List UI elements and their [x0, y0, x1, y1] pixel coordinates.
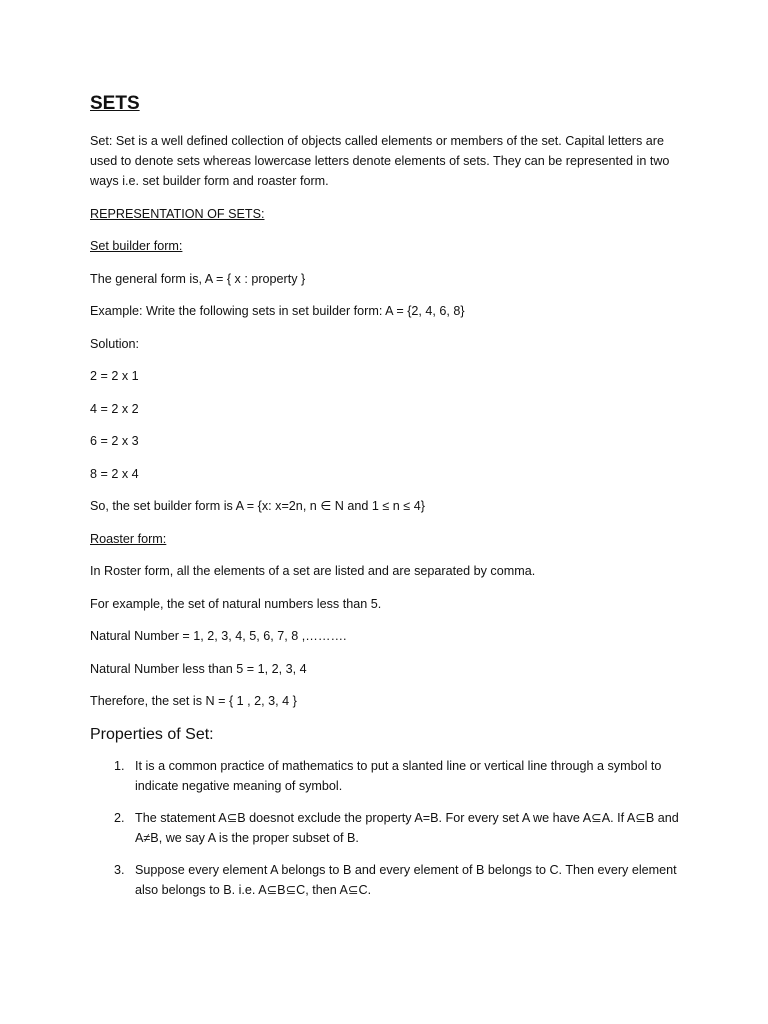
set-builder-conclusion: So, the set builder form is A = {x: x=2n, n ∈ N and 1 ≤ n ≤ 4} [90, 499, 425, 513]
roaster-description: In Roster form, all the elements of a set are listed and are separated by comma. [90, 564, 536, 578]
roaster-example: For example, the set of natural numbers less than 5. [90, 596, 382, 611]
solution-label: Solution: [90, 336, 140, 351]
properties-heading: Properties of Set: [90, 725, 214, 743]
solution-step: 2 = 2 x 1 [90, 369, 139, 383]
solution-step: 4 = 2 x 2 [90, 401, 139, 416]
list-item-number: 3. [114, 862, 125, 877]
roaster-result: Therefore, the set is N = { 1 , 2, 3, 4 } [90, 694, 297, 708]
natural-numbers-less-than-5: Natural Number less than 5 = 1, 2, 3, 4 [90, 661, 307, 676]
roaster-heading: Roaster form: [90, 531, 167, 546]
set-builder-heading: Set builder form: [90, 239, 183, 253]
list-item [90, 756, 690, 796]
document-page [90, 92, 690, 912]
natural-numbers-line: Natural Number = 1, 2, 3, 4, 5, 6, 7, 8 ,………. [90, 629, 347, 643]
set-builder-section [90, 236, 690, 256]
list-item [90, 808, 690, 848]
roaster-section [90, 529, 690, 549]
example-text: Example: Write the following sets in set builder form: A = {2, 4, 6, 8} [90, 304, 465, 318]
solution-step: 8 = 2 x 4 [90, 466, 139, 481]
list-item [90, 860, 690, 900]
page-title: SETS [90, 93, 140, 114]
general-form-text: The general form is, A = { x : property } [90, 271, 306, 286]
list-item-number: 2. [114, 810, 125, 825]
solution-step: 6 = 2 x 3 [90, 434, 139, 448]
intro-paragraph: Set: Set is a well defined collection of objects called elements or members of the set. Capital letters are used to denote sets whereas lowercase letters denote elements of sets. They can be represented in two ways i.e. set builder form and roaster form. [90, 134, 670, 188]
list-item-number: 1. [114, 758, 125, 773]
representation-heading: REPRESENTATION OF SETS: [90, 206, 265, 221]
properties-list [90, 756, 690, 900]
list-item-text: Suppose every element A belongs to B and every element of B belongs to C. Then every element also belongs to B. i.e. A⊆B⊆C, then A⊆C. [135, 862, 677, 897]
list-item-text: The statement A⊆B doesnot exclude the property A=B. For every set A we have A⊆A. If A⊆B and A≠B, we say A is the proper subset of B. [135, 810, 679, 845]
list-item-text: It is a common practice of mathematics to put a slanted line or vertical line through a symbol to indicate negative meaning of symbol. [135, 758, 662, 793]
